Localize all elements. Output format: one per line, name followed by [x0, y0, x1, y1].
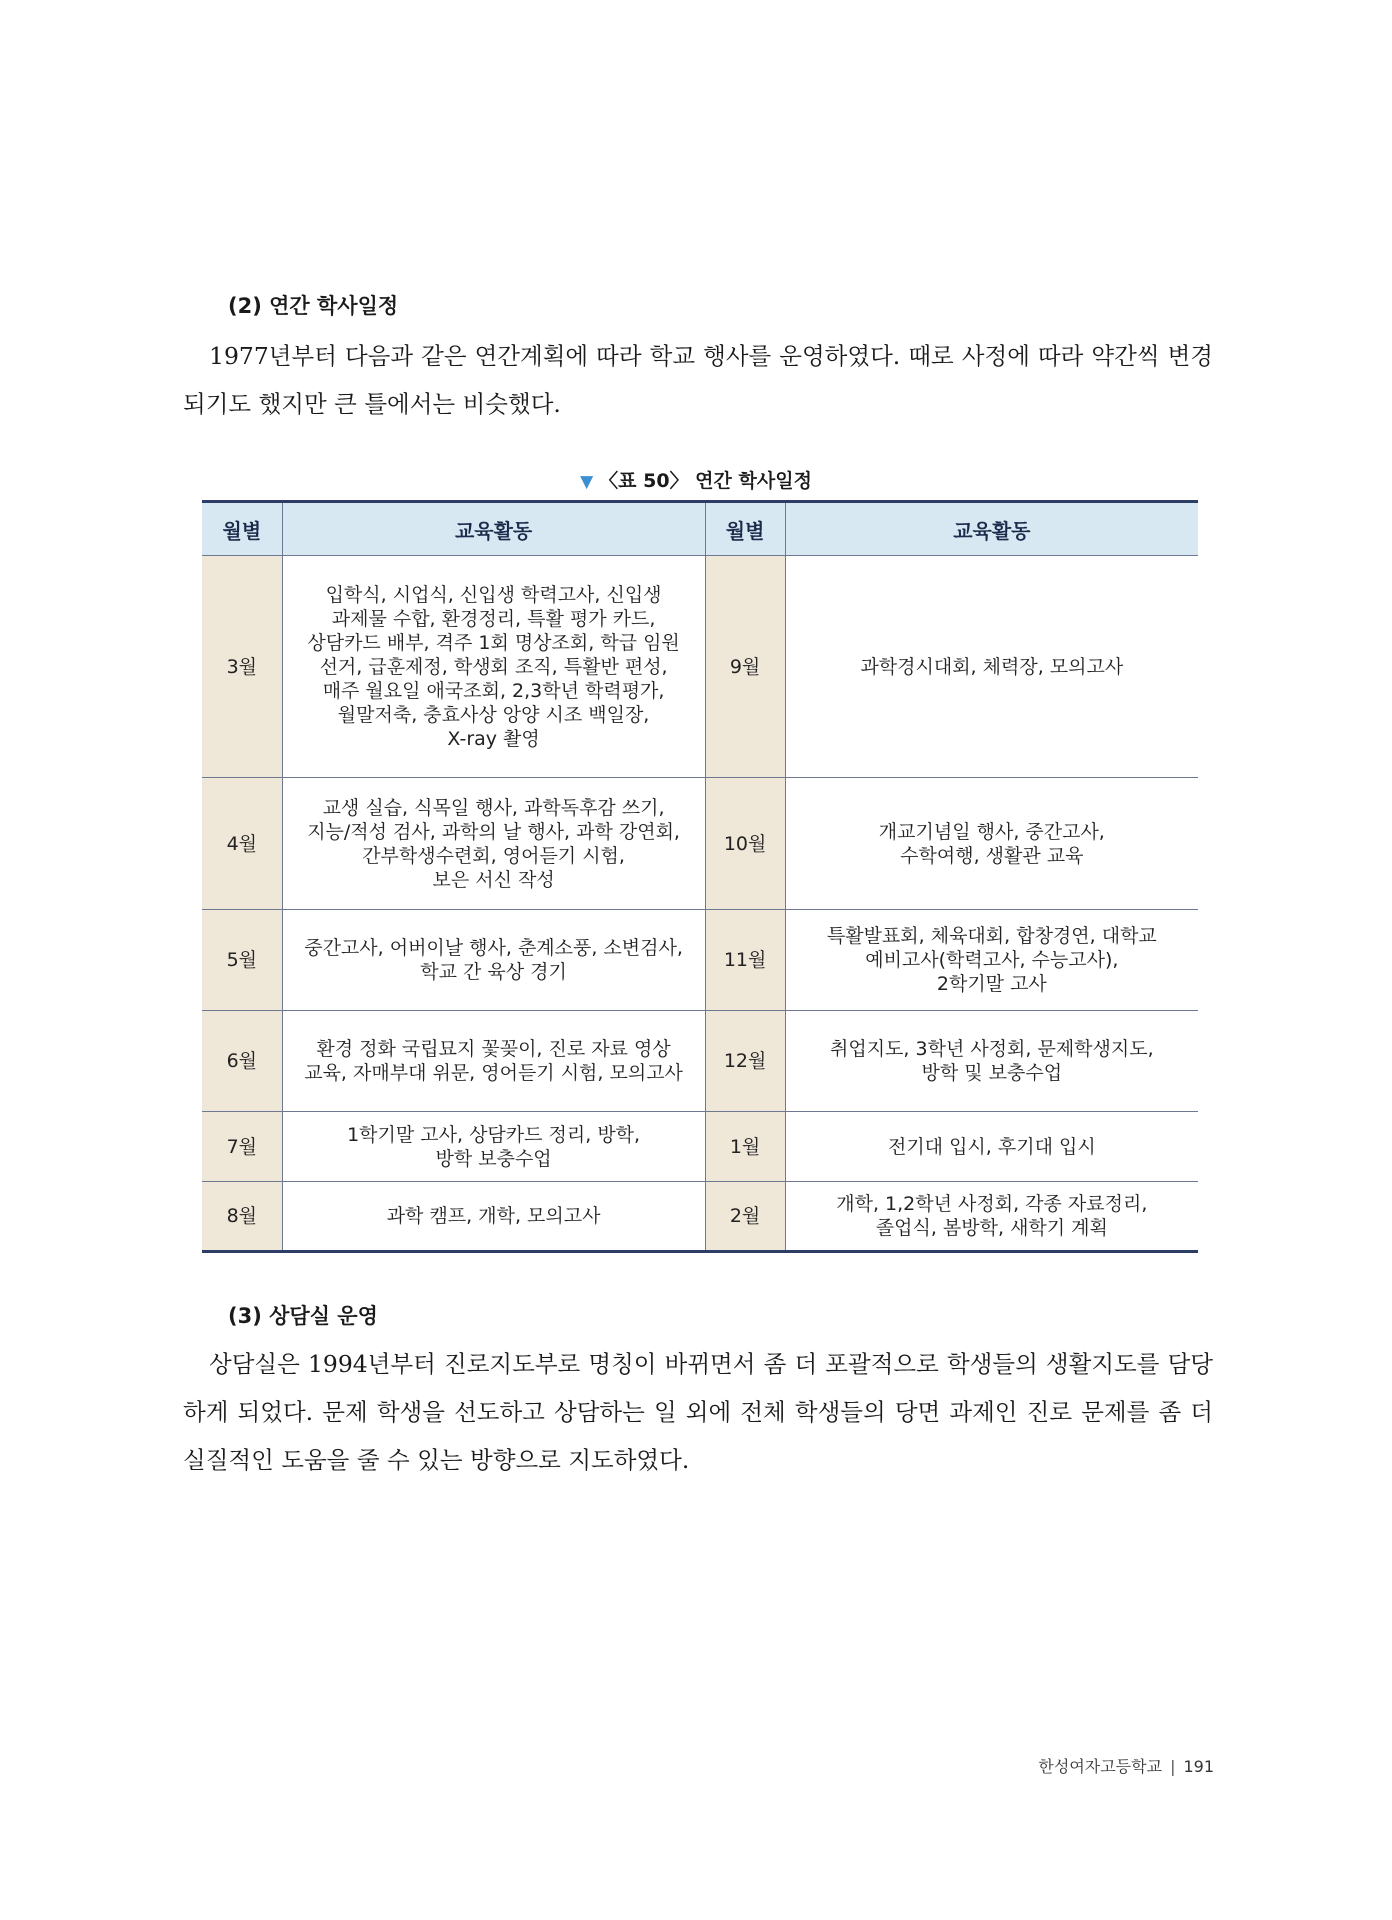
activity-line: 전기대 입시, 후기대 입시	[887, 1135, 1096, 1158]
month-cell: 4월	[202, 778, 282, 910]
month-cell: 5월	[202, 910, 282, 1011]
table-row	[202, 1011, 1198, 1112]
table-caption	[0, 466, 1392, 493]
activity-line: 간부학생수련회, 영어듣기 시험,	[362, 844, 625, 867]
activity-line: 과학경시대회, 체력장, 모의고사	[860, 655, 1124, 678]
activity-line: 중간고사, 어버이날 행사, 춘계소풍, 소변검사,	[304, 937, 683, 959]
table-row	[202, 778, 1198, 910]
table-row	[202, 910, 1198, 1011]
header-activity-right: 교육활동	[785, 502, 1198, 556]
month-cell: 8월	[202, 1182, 282, 1252]
triangle-down-icon: ▼	[580, 472, 594, 492]
activity-cell	[785, 910, 1198, 1011]
activity-line: 학교 간 육상 경기	[420, 961, 567, 983]
month-cell: 3월	[202, 556, 282, 778]
activity-line: 교생 실습, 식목일 행사, 과학독후감 쓰기,	[322, 796, 665, 819]
activity-cell	[785, 1112, 1198, 1182]
activity-line: 개교기념일 행사, 중간고사,	[878, 820, 1105, 843]
month-cell: 1월	[705, 1112, 785, 1182]
activity-line: 특활발표회, 체육대회, 합창경연, 대학교	[826, 925, 1157, 947]
activity-line: 매주 월요일 애국조회, 2,3학년 학력평가,	[322, 679, 665, 702]
activity-line: X-ray 촬영	[447, 727, 540, 750]
activity-cell	[282, 1112, 705, 1182]
activity-line: 지능/적성 검사, 과학의 날 행사, 과학 강연회,	[307, 820, 680, 843]
month-cell: 9월	[705, 556, 785, 778]
activity-line: 환경 정화 국립묘지 꽃꽂이, 진로 자료 영상	[316, 1038, 671, 1060]
month-cell: 11월	[705, 910, 785, 1011]
month-cell: 7월	[202, 1112, 282, 1182]
activity-line: 방학 및 보충수업	[921, 1062, 1063, 1084]
activity-cell	[282, 1182, 705, 1252]
month-cell: 12월	[705, 1011, 785, 1112]
activity-line: 과제물 수합, 환경정리, 특활 평가 카드,	[331, 607, 656, 630]
header-month-left: 월별	[202, 502, 282, 556]
activity-line: 1학기말 고사, 상담카드 정리, 방학,	[347, 1123, 641, 1146]
table-caption-text: 〈표 50〉 연간 학사일정	[599, 470, 812, 492]
activity-line: 선거, 급훈제정, 학생회 조직, 특활반 편성,	[319, 655, 668, 678]
paragraph-counseling: 상담실은 1994년부터 진로지도부로 명칭이 바뀌면서 좀 더 포괄적으로 학생들의 생활지도를 담당하게 되었다. 문제 학생을 선도하고 상담하는 일 외에 전체 학생들의 당면 과제인 진로 문제를 좀 더 실질적인 도움을 줄 수 있는 방향으로 지도하였다.	[183, 1350, 1213, 1474]
page-footer	[1038, 1754, 1214, 1777]
month-cell: 10월	[705, 778, 785, 910]
section-heading-counseling: (3) 상담실 운영	[228, 1304, 378, 1328]
header-activity-left: 교육활동	[282, 502, 705, 556]
activity-line: 과학 캠프, 개학, 모의고사	[386, 1205, 601, 1227]
activity-cell	[785, 778, 1198, 910]
activity-line: 졸업식, 봄방학, 새학기 계획	[875, 1217, 1108, 1239]
activity-line: 예비고사(학력고사, 수능고사),	[865, 949, 1119, 971]
month-cell: 6월	[202, 1011, 282, 1112]
activity-cell	[282, 1011, 705, 1112]
activity-line: 개학, 1,2학년 사정회, 각종 자료정리,	[836, 1193, 1148, 1215]
footer-separator: |	[1170, 1757, 1176, 1776]
table-row	[202, 556, 1198, 778]
activity-line: 취업지도, 3학년 사정회, 문제학생지도,	[830, 1038, 1154, 1060]
activity-line: 입학식, 시업식, 신입생 학력고사, 신입생	[325, 583, 662, 606]
activity-line: 상담카드 배부, 격주 1회 명상조회, 학급 임원	[307, 631, 680, 654]
table-row	[202, 1112, 1198, 1182]
activity-cell	[282, 778, 705, 910]
activity-cell	[282, 556, 705, 778]
footer-school-name: 한성여자고등학교	[1038, 1757, 1163, 1776]
annual-schedule-table	[202, 500, 1198, 1253]
activity-line: 방학 보충수업	[435, 1147, 552, 1170]
activity-cell	[282, 910, 705, 1011]
table-header-row	[202, 502, 1198, 556]
activity-line: 2학기말 고사	[936, 973, 1047, 995]
activity-cell	[785, 1011, 1198, 1112]
month-cell: 2월	[705, 1182, 785, 1252]
header-month-right: 월별	[705, 502, 785, 556]
section-heading-annual-schedule: (2) 연간 학사일정	[228, 294, 399, 318]
table-row	[202, 1182, 1198, 1252]
activity-cell	[785, 556, 1198, 778]
activity-line: 보은 서신 작성	[432, 868, 555, 891]
activity-line: 월말저축, 충효사상 앙양 시조 백일장,	[337, 703, 650, 726]
paragraph-annual-schedule: 1977년부터 다음과 같은 연간계획에 따라 학교 행사를 운영하였다. 때로 사정에 따라 약간씩 변경되기도 했지만 큰 틀에서는 비슷했다.	[183, 342, 1213, 418]
activity-cell	[785, 1182, 1198, 1252]
activity-line: 교육, 자매부대 위문, 영어듣기 시험, 모의고사	[304, 1062, 683, 1084]
activity-line: 수학여행, 생활관 교육	[900, 844, 1084, 867]
page-number: 191	[1183, 1757, 1214, 1776]
